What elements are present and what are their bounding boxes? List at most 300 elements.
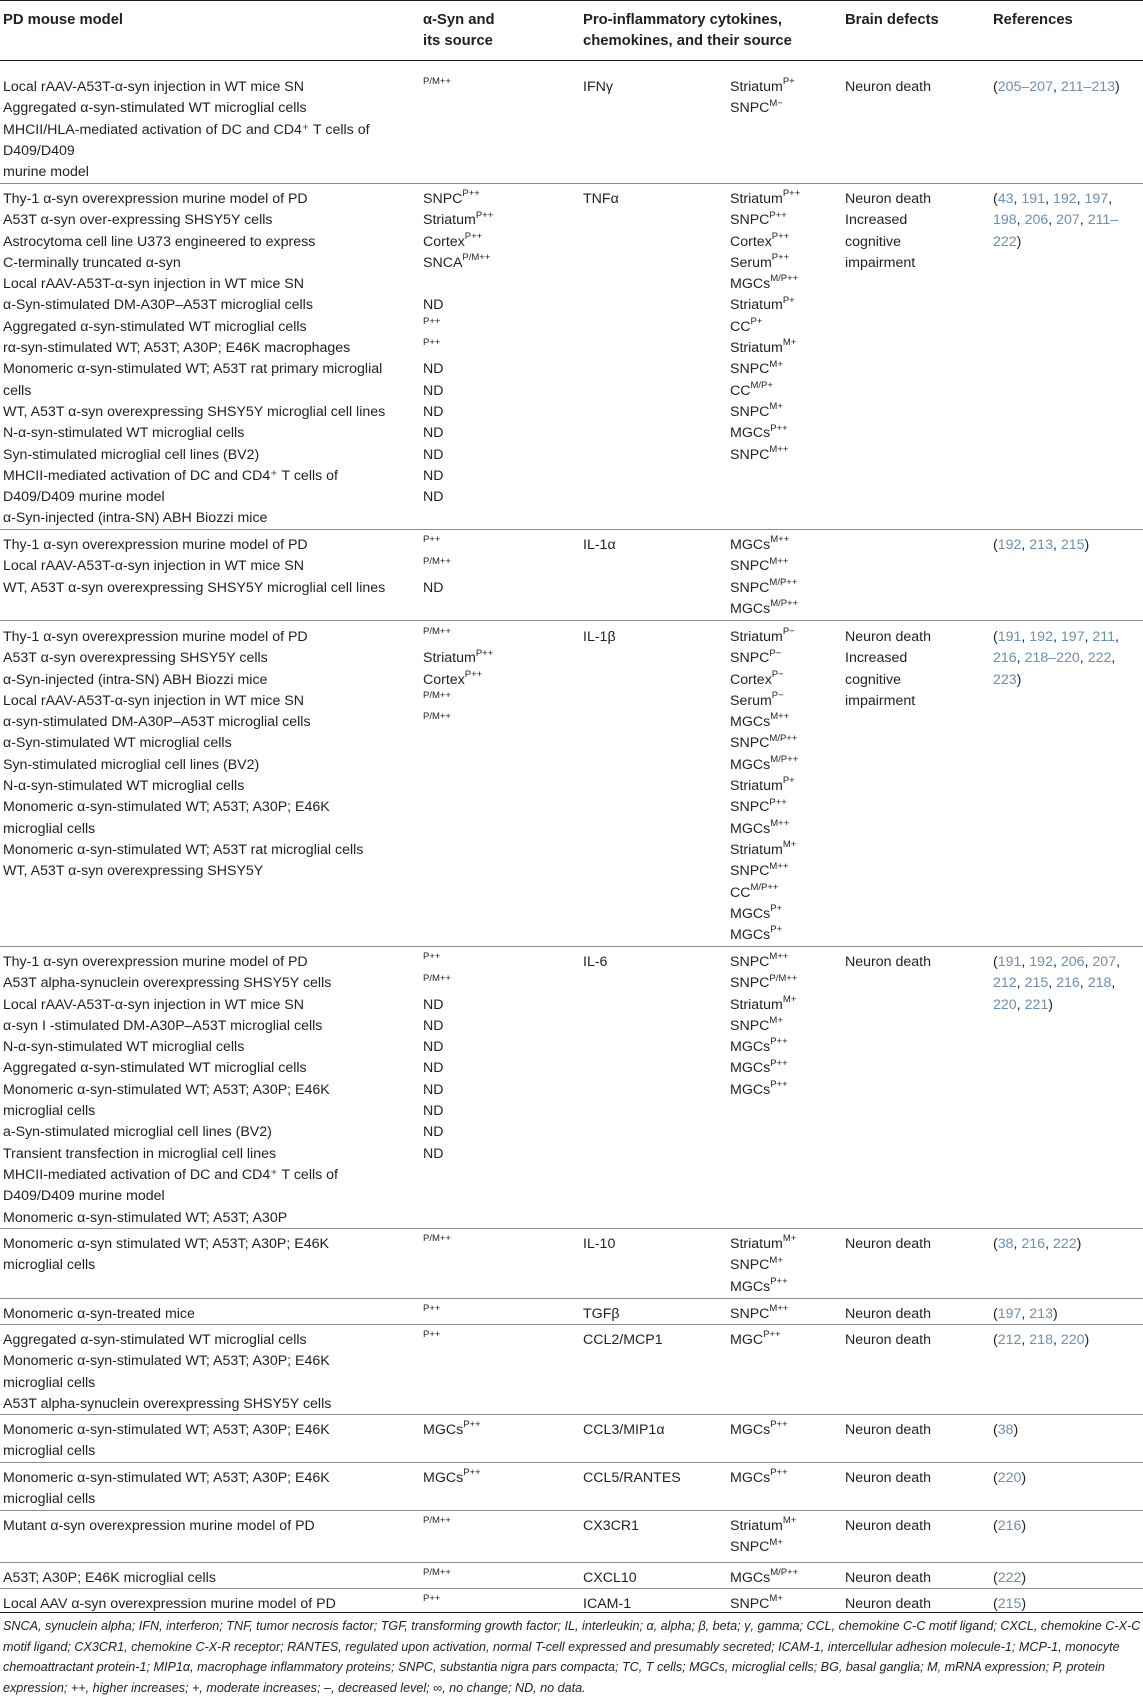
reference-number[interactable]: 192 — [1029, 629, 1053, 645]
model-line: microglial cells — [3, 1443, 96, 1460]
row-divider — [0, 620, 1143, 621]
source-tissue: SNPC — [730, 1539, 770, 1556]
superscript-marker: P/M++ — [423, 1567, 451, 1579]
source-tissue: SNPC — [730, 975, 770, 992]
source-tissue: Striatum — [730, 778, 783, 795]
syn-source-line — [423, 210, 493, 231]
model-line: Thy-1 α-syn overexpression murine model of PD — [3, 954, 308, 970]
syn-tissue: Cortex — [423, 671, 465, 688]
references-cell — [993, 1330, 1089, 1351]
references-cell — [993, 189, 1118, 253]
reference-number[interactable]: 218 — [1029, 1332, 1053, 1348]
reference-number[interactable]: 197 — [997, 1306, 1022, 1322]
reference-number[interactable]: 211 — [1092, 629, 1116, 645]
model-line: N-α-syn-stimulated WT microglial cells — [3, 778, 245, 795]
model-line: Monomeric α-syn-stimulated WT; A53T; A30P; E46K — [3, 1081, 330, 1098]
cytokine-cell — [583, 1330, 663, 1351]
cytokine-name: IFNγ — [583, 79, 613, 95]
superscript-marker: P++ — [462, 188, 480, 200]
reference-number[interactable]: 191 — [997, 954, 1022, 970]
reference-number[interactable]: 43 — [997, 191, 1014, 207]
brain-defects-cell — [845, 1304, 931, 1325]
brain-defects-cell — [845, 1594, 931, 1615]
brain-defects-cell — [845, 627, 931, 712]
reference-number[interactable]: 215 — [1060, 537, 1085, 553]
superscript-marker: P/M++ — [423, 690, 451, 702]
reference-number[interactable]: 212 — [993, 975, 1017, 992]
superscript-marker: P++ — [771, 230, 790, 242]
reference-number[interactable]: 222 — [997, 1570, 1022, 1586]
model-line: Monomeric α-syn-stimulated WT; A53T; A30P; E46K — [3, 1353, 330, 1370]
cytokine-source-line — [730, 423, 800, 444]
reference-line — [993, 952, 1120, 973]
syn-source-line — [423, 317, 493, 338]
superscript-marker: P++ — [423, 316, 441, 328]
row-divider — [0, 1298, 1143, 1299]
syn-source-line — [423, 648, 493, 669]
cytokine-source-line — [730, 1058, 797, 1079]
reference-punct: , — [1115, 629, 1119, 645]
cytokine-source-cell — [730, 1234, 796, 1298]
cytokine-source-line — [730, 535, 798, 556]
cytokine-source-cell — [730, 189, 800, 466]
cytokine-source-line — [730, 904, 798, 925]
model-line: WT, A53T α-syn overexpressing SHSY5Y — [3, 863, 264, 880]
reference-number[interactable]: 192 — [1052, 191, 1077, 207]
superscript-marker: M++ — [769, 443, 789, 455]
reference-number[interactable]: 215 — [997, 1596, 1022, 1612]
syn-source-line — [423, 670, 493, 691]
reference-number[interactable]: 198 — [993, 212, 1017, 229]
superscript-marker: M+ — [769, 358, 783, 370]
superscript-marker: P++ — [770, 1079, 788, 1091]
superscript-marker: P++ — [782, 188, 801, 200]
model-line: N-α-syn-stimulated WT microglial cells — [3, 425, 245, 442]
reference-line — [993, 210, 1118, 231]
reference-number[interactable]: 216 — [993, 650, 1017, 667]
reference-punct: ) — [1048, 996, 1053, 1013]
reference-number[interactable]: 221 — [1024, 996, 1049, 1013]
model-line: α-syn-stimulated DM-A30P–A53T microglial cells — [3, 714, 311, 731]
superscript-marker: P++ — [423, 534, 441, 546]
brain-defect-line: Neuron death — [845, 1570, 931, 1586]
syn-source-line — [423, 1234, 451, 1255]
brain-defect-line: impairment — [845, 692, 916, 709]
reference-number[interactable]: 215 — [1024, 975, 1049, 992]
superscript-marker: M+ — [782, 337, 797, 349]
references-cell — [993, 1468, 1026, 1489]
source-tissue: Striatum — [730, 996, 783, 1013]
header-cytokines — [583, 10, 792, 52]
reference-punct: ) — [1021, 1570, 1027, 1586]
syn-source-line — [423, 274, 493, 295]
brain-defect-line: Neuron death — [845, 1236, 931, 1252]
reference-punct: , — [1048, 212, 1057, 229]
superscript-marker: P++ — [770, 1036, 788, 1048]
superscript-marker: M+ — [782, 1515, 797, 1527]
superscript-marker: P− — [769, 647, 782, 659]
model-line: Monomeric α-syn stimulated WT; A53T; A30P; E46K — [3, 1236, 329, 1252]
reference-number[interactable]: 213 — [1029, 1306, 1053, 1322]
source-tissue: Striatum — [730, 1236, 783, 1252]
reference-number[interactable]: 218–220 — [1024, 650, 1080, 667]
reference-line — [993, 1234, 1081, 1255]
cytokine-source-line — [730, 1420, 788, 1441]
model-line: WT, A53T α-syn overexpressing SHSY5Y microglial cell lines — [3, 579, 386, 596]
reference-number[interactable]: 211–213 — [1060, 79, 1116, 95]
reference-punct: ( — [993, 954, 998, 970]
source-tissue: MGCs — [730, 600, 771, 617]
brain-defect-line: Neuron death — [845, 1332, 931, 1348]
model-line: microglial cells — [3, 1103, 96, 1120]
reference-punct: ( — [993, 191, 998, 207]
cytokine-source-line — [730, 995, 797, 1016]
reference-punct: , — [1116, 954, 1121, 970]
superscript-marker: M/P++ — [770, 273, 799, 285]
syn-source-cell — [423, 1516, 451, 1537]
syn-tissue: ND — [423, 425, 444, 442]
model-line: MHCII/HLA-mediated activation of DC and CD4⁺ T cells of — [3, 121, 370, 138]
reference-line — [993, 670, 1119, 691]
reference-number[interactable]: 213 — [1029, 537, 1053, 553]
reference-punct: ( — [993, 1596, 998, 1612]
syn-source-line — [423, 77, 451, 98]
brain-defect-line: Neuron death — [845, 1422, 931, 1438]
cytokine-name: TGFβ — [583, 1306, 620, 1322]
superscript-marker: P++ — [770, 1275, 788, 1287]
cytokine-source-cell — [730, 1594, 783, 1615]
reference-punct: , — [1084, 629, 1093, 645]
syn-tissue: ND — [423, 297, 444, 314]
reference-number[interactable]: 206 — [1024, 212, 1049, 229]
cytokine-cell — [583, 1568, 637, 1589]
cytokine-source-line — [730, 1330, 781, 1351]
cytokine-source-line — [730, 648, 798, 669]
reference-punct: ) — [1084, 537, 1090, 553]
source-tissue: MGCs — [730, 1570, 771, 1586]
reference-number[interactable]: 211– — [1087, 212, 1119, 229]
cytokine-source-cell — [730, 952, 797, 1101]
model-cell — [3, 627, 363, 883]
superscript-marker: P++ — [769, 796, 787, 808]
syn-source-line — [423, 295, 493, 316]
superscript-marker: M/P++ — [750, 881, 779, 893]
reference-punct: , — [1052, 537, 1061, 553]
reference-number[interactable]: 222 — [1087, 650, 1112, 667]
superscript-marker: P++ — [423, 337, 441, 349]
syn-tissue: ND — [423, 489, 444, 506]
model-cell — [3, 77, 370, 183]
syn-source-line — [423, 712, 493, 733]
source-tissue: MGCs — [730, 1278, 771, 1295]
superscript-marker: P++ — [770, 1419, 788, 1431]
reference-line — [993, 627, 1119, 648]
references-cell — [993, 1420, 1018, 1441]
model-cell — [3, 189, 385, 530]
superscript-marker: P++ — [463, 1419, 481, 1431]
reference-line — [993, 1330, 1089, 1351]
reference-number[interactable]: 197 — [1084, 191, 1109, 207]
reference-punct: , — [1016, 212, 1025, 229]
source-tissue: MGCs — [730, 1060, 771, 1077]
superscript-marker: P++ — [771, 252, 790, 264]
model-line: Thy-1 α-syn overexpression murine model of PD — [3, 629, 308, 645]
syn-tissue: ND — [423, 446, 444, 463]
row-divider — [0, 946, 1143, 947]
reference-punct: ( — [993, 1470, 998, 1486]
reference-number[interactable]: 212 — [997, 1332, 1022, 1348]
syn-tissue: ND — [423, 1124, 444, 1141]
cytokine-source-line — [730, 670, 798, 691]
reference-punct: ( — [993, 79, 998, 95]
reference-punct: , — [1045, 1236, 1053, 1252]
reference-line — [993, 189, 1118, 210]
model-cell — [3, 1468, 330, 1511]
superscript-marker: M+ — [769, 1015, 783, 1027]
brain-defect-line: Neuron death — [845, 954, 931, 970]
syn-source-line — [423, 1037, 451, 1058]
model-line: α-Syn-stimulated DM-A30P–A53T microglial cells — [3, 297, 313, 314]
reference-punct: ) — [1084, 1332, 1090, 1348]
source-tissue: Serum — [730, 254, 772, 271]
references-cell — [993, 952, 1120, 1016]
source-tissue: MGCs — [730, 537, 771, 553]
brain-defects-cell — [845, 1468, 931, 1489]
cytokine-source-cell — [730, 1568, 798, 1589]
cytokine-source-line — [730, 1037, 797, 1058]
source-tissue: CC — [730, 884, 751, 901]
reference-punct: , — [1045, 191, 1053, 207]
superscript-marker: M/P++ — [770, 1567, 799, 1579]
model-line: microglial cells — [3, 820, 96, 837]
model-line: Local AAV α-syn overexpression murine model of PD — [3, 1596, 336, 1612]
syn-source-cell — [423, 1234, 451, 1255]
reference-line — [993, 995, 1120, 1016]
syn-source-cell — [423, 1330, 440, 1351]
reference-punct: ) — [1021, 1470, 1027, 1486]
model-line: Astrocytoma cell line U373 engineered to express — [3, 233, 316, 250]
superscript-marker: P+ — [782, 775, 795, 787]
model-cell — [3, 1234, 329, 1277]
model-line: Transient transfection in microglial cell lines — [3, 1145, 277, 1162]
cytokine-source-line — [730, 861, 798, 882]
syn-source-line — [423, 1330, 440, 1351]
syn-source-line — [423, 466, 493, 487]
reference-punct: , — [1013, 191, 1022, 207]
model-line: Monomeric α-syn-stimulated WT; A53T; A30P; E46K — [3, 1422, 330, 1438]
reference-number[interactable]: 38 — [997, 1236, 1014, 1252]
model-line: cells — [3, 382, 32, 399]
reference-punct: ( — [993, 1518, 998, 1534]
reference-number[interactable]: 222 — [993, 233, 1017, 250]
model-cell — [3, 1594, 336, 1615]
cytokine-source-line — [730, 578, 798, 599]
superscript-marker: M/P++ — [770, 598, 799, 610]
syn-source-cell — [423, 77, 451, 98]
brain-defect-line: Neuron death — [845, 191, 931, 207]
syn-source-line — [423, 445, 493, 466]
references-cell — [993, 627, 1119, 691]
brain-defects-cell — [845, 189, 931, 274]
syn-tissue: Cortex — [423, 233, 465, 250]
model-line: Local rAAV-A53T-α-syn injection in WT mice SN — [3, 996, 304, 1013]
reference-line — [993, 232, 1118, 253]
reference-number[interactable]: 191 — [997, 629, 1022, 645]
syn-source-cell — [423, 627, 493, 733]
brain-defects-cell — [845, 952, 931, 973]
syn-source-cell — [423, 952, 451, 1165]
reference-number[interactable]: 216 — [1056, 975, 1080, 992]
source-tissue: MGCs — [730, 1422, 771, 1438]
reference-number[interactable]: 192 — [997, 537, 1022, 553]
reference-number[interactable]: 197 — [1060, 629, 1085, 645]
model-line: WT, A53T α-syn overexpressing SHSY5Y microglial cell lines — [3, 403, 386, 420]
reference-number[interactable]: 206 — [1060, 954, 1085, 970]
model-line: D409/D409 murine model — [3, 489, 165, 506]
superscript-marker: P/M++ — [423, 972, 451, 984]
source-tissue: SNPC — [730, 558, 770, 575]
reference-number[interactable]: 38 — [997, 1422, 1014, 1438]
syn-source-line — [423, 1568, 451, 1589]
reference-number[interactable]: 216 — [1021, 1236, 1046, 1252]
references-cell — [993, 1234, 1081, 1255]
syn-source-line — [423, 627, 493, 648]
syn-source-cell — [423, 1304, 440, 1325]
header-references — [993, 10, 1073, 31]
cytokine-source-line — [730, 1080, 797, 1101]
syn-source-cell — [423, 189, 493, 508]
model-cell — [3, 1330, 331, 1415]
syn-source-line — [423, 1468, 481, 1489]
superscript-marker: P+ — [750, 316, 763, 328]
model-line: Monomeric α-syn-stimulated WT; A53T; A30P — [3, 1209, 288, 1226]
source-tissue: MGCs — [730, 276, 771, 293]
cytokine-name: IL-1α — [583, 537, 616, 553]
reference-punct: , — [1048, 975, 1057, 992]
source-tissue: MGCs — [730, 1470, 771, 1486]
references-cell — [993, 1516, 1026, 1537]
cytokine-source-line — [730, 1234, 796, 1255]
reference-number[interactable]: 191 — [1021, 191, 1046, 207]
model-line: α-Syn-injected (intra-SN) ABH Biozzi mice — [3, 671, 268, 688]
source-tissue: SNPC — [730, 212, 770, 229]
reference-number[interactable]: 220 — [997, 1470, 1022, 1486]
reference-number[interactable]: 220 — [993, 996, 1017, 1013]
cytokine-source-line — [730, 1255, 796, 1276]
syn-tissue: ND — [423, 1081, 444, 1098]
reference-number[interactable]: 207 — [1056, 212, 1080, 229]
cytokine-source-line — [730, 840, 798, 861]
source-tissue: SNPC — [730, 1257, 770, 1274]
superscript-marker: P+ — [770, 903, 783, 915]
syn-source-line — [423, 359, 493, 380]
superscript-marker: M++ — [769, 860, 789, 872]
superscript-marker: P− — [782, 626, 795, 638]
superscript-marker: P++ — [423, 1593, 441, 1605]
reference-punct: , — [1076, 191, 1085, 207]
model-line: Thy-1 α-syn overexpression murine model of PD — [3, 191, 308, 207]
superscript-marker: P++ — [475, 209, 494, 221]
reference-punct: ) — [1115, 79, 1120, 95]
reference-punct: , — [1052, 629, 1061, 645]
source-tissue: SNPC — [730, 863, 770, 880]
reference-number[interactable]: 216 — [997, 1518, 1022, 1534]
source-tissue: Serum — [730, 692, 772, 709]
reference-number[interactable]: 205–207 — [997, 79, 1053, 95]
reference-number[interactable]: 207 — [1092, 954, 1117, 970]
source-tissue: SNPC — [730, 361, 770, 378]
cytokine-source-line — [730, 232, 800, 253]
reference-number[interactable]: 222 — [1052, 1236, 1077, 1252]
reference-number[interactable]: 218 — [1087, 975, 1112, 992]
cytokine-source-line — [730, 952, 797, 973]
syn-tissue: ND — [423, 403, 444, 420]
reference-punct: , — [1013, 1236, 1022, 1252]
cytokine-source-cell — [730, 535, 798, 620]
superscript-marker: M+ — [769, 1254, 783, 1266]
reference-line — [993, 1594, 1026, 1615]
superscript-marker: P++ — [770, 422, 788, 434]
reference-number[interactable]: 220 — [1060, 1332, 1085, 1348]
syn-tissue: MGCs — [423, 1422, 464, 1438]
syn-tissue: ND — [423, 579, 444, 596]
source-tissue: MGCs — [730, 927, 771, 944]
brain-defects-cell — [845, 1234, 931, 1255]
source-tissue: SNPC — [730, 446, 770, 463]
brain-defects-cell — [845, 77, 931, 98]
cytokine-source-cell — [730, 1304, 788, 1325]
syn-tissue: MGCs — [423, 1470, 464, 1486]
cytokine-source-line — [730, 253, 800, 274]
reference-line — [993, 535, 1089, 556]
cytokine-source-line — [730, 445, 800, 466]
model-cell — [3, 1420, 330, 1463]
superscript-marker: P/M++ — [423, 1233, 451, 1245]
superscript-marker: M/P++ — [769, 732, 798, 744]
source-tissue: MGCs — [730, 714, 771, 731]
reference-number[interactable]: 223 — [993, 671, 1017, 688]
superscript-marker: P− — [771, 668, 784, 680]
reference-number[interactable]: 192 — [1029, 954, 1053, 970]
model-line: Monomeric α-syn-stimulated WT; A53T rat primary microglial — [3, 361, 383, 378]
reference-punct: ( — [993, 537, 998, 553]
reference-line — [993, 973, 1120, 994]
syn-tissue: ND — [423, 1145, 444, 1162]
cytokine-source-line — [730, 733, 798, 754]
brain-defect-line: Neuron death — [845, 1470, 931, 1486]
reference-punct: ) — [1013, 1422, 1019, 1438]
source-tissue: Cortex — [730, 233, 772, 250]
brain-defect-line: Neuron death — [845, 79, 931, 95]
syn-source-cell — [423, 1568, 451, 1589]
brain-defect-line: cognitive — [845, 671, 901, 688]
model-line: a-Syn-stimulated microglial cell lines (BV2) — [3, 1124, 272, 1141]
syn-source-cell — [423, 1594, 440, 1615]
superscript-marker: M+ — [769, 1536, 783, 1548]
cytokine-source-line — [730, 819, 798, 840]
source-tissue: SNPC — [730, 954, 770, 970]
reference-punct: ) — [1052, 1306, 1058, 1322]
reference-punct: , — [1021, 537, 1030, 553]
superscript-marker: M++ — [770, 817, 790, 829]
superscript-marker: M/P++ — [769, 576, 798, 588]
cytokine-source-line — [730, 98, 795, 119]
top-rule — [0, 0, 1143, 1]
model-line: Thy-1 α-syn overexpression murine model of PD — [3, 537, 308, 553]
model-cell — [3, 535, 385, 599]
superscript-marker: P++ — [464, 668, 483, 680]
cytokine-source-line — [730, 556, 798, 577]
